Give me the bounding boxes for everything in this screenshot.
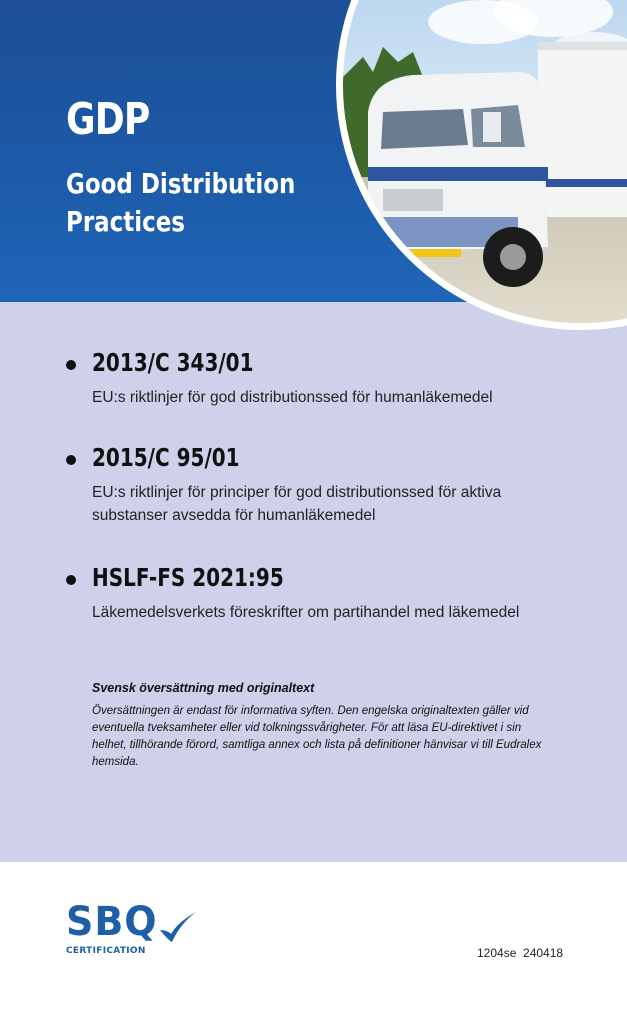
translation-note (92, 680, 552, 771)
bullet-icon (66, 360, 76, 370)
item-code: 2013/C 343/01 (92, 348, 254, 377)
item-description: EU:s riktlinjer för principer för god distributionssed för aktiva substanser avsedda för humanläkemedel (92, 484, 502, 524)
item-code: HSLF-FS 2021:95 (92, 563, 284, 592)
bullet-icon (66, 575, 76, 585)
note-body: Översättningen är endast för informativa syften. Den engelska originaltexten gäller vid eventuella tveksamheter eller vid tolkningssvårigheter. För att läsa EU-direktivet i sin helhet, tillhörande förord, samtliga annex och lista på definitioner hänvisar vi till Eudralex hemsida. (92, 705, 542, 768)
item-code: 2015/C 95/01 (92, 443, 240, 472)
document-number: 1204se 240418 (477, 946, 564, 960)
truck-photo (336, 0, 627, 330)
page-title: GDP (66, 94, 150, 145)
item-description: Läkemedelsverkets föreskrifter om partihandel med läkemedel (92, 604, 520, 621)
page-subtitle: Good Distribution Practices (66, 167, 296, 238)
checkmark-icon (158, 910, 198, 944)
logo-subtext: CERTIFICATION (66, 946, 146, 956)
note-title: Svensk översättning med originaltext (92, 681, 315, 695)
bullet-icon (66, 455, 76, 465)
logo-text: SBQ (66, 899, 158, 945)
item-description: EU:s riktlinjer för god distributionssed för humanläkemedel (92, 389, 493, 406)
sbq-logo (66, 899, 162, 956)
